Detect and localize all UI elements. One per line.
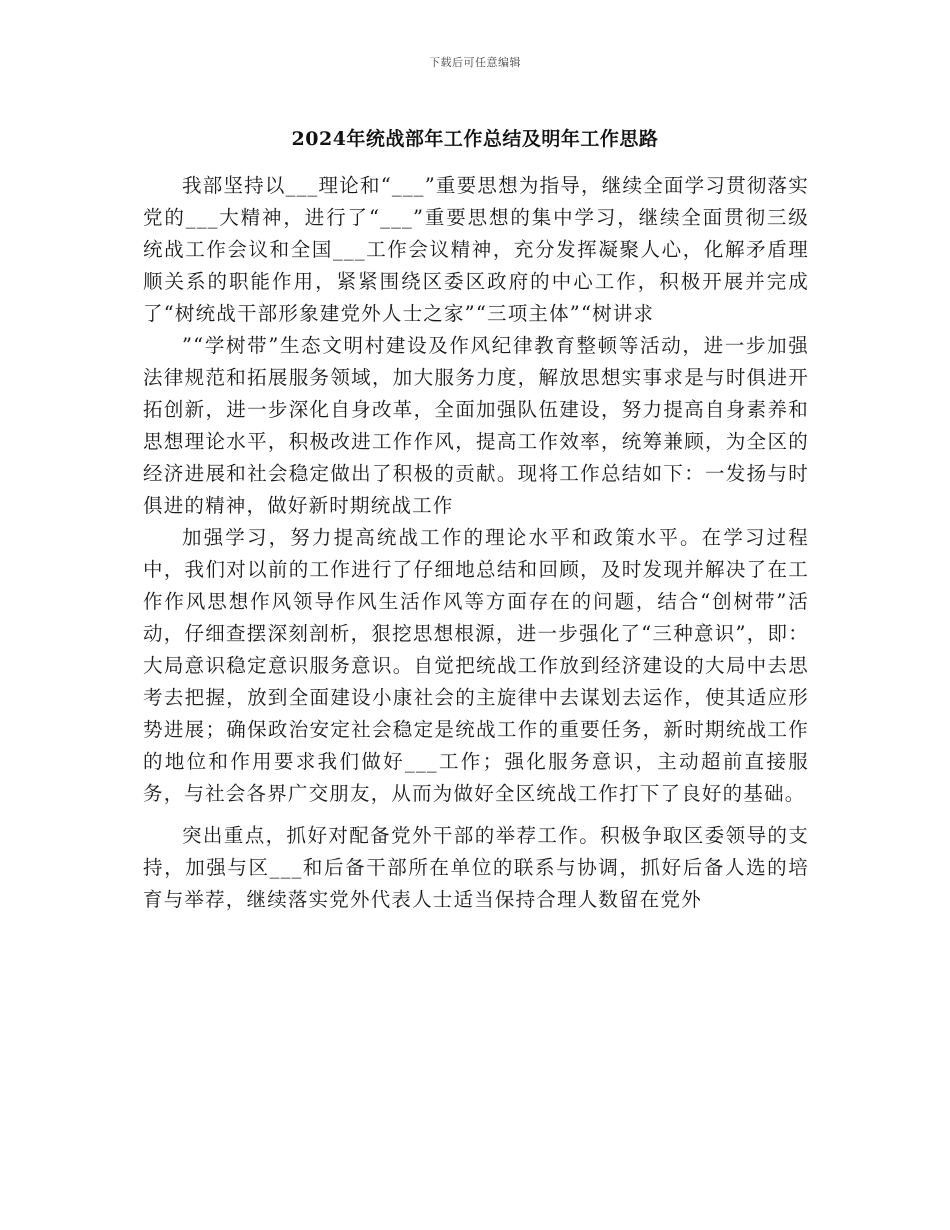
paragraph-study: 加强学习，努力提高统战工作的理论水平和政策水平。在学习过程中，我们对以前的工作进行了仔细地总结和回顾，及时发现并解决了在工作作风思想作风领导作风生活作风等方面存在的问题，结合“创树带”活动，仔细查摆深刻剖析，狠挖思想根源，进一步强化了“三种意识”，即：大局意识稳定意识服务意识。自觉把统战工作放到经济建设的大局中去思考去把握，放到全面建设小康社会的主旋律中去谋划去运作，使其适应形势进展；确保政治安定社会稳定是统战工作的重要任务，新时期统战工作的地位和作用要求我们做好___工作；强化服务意识，主动超前直接服务，与社会各界广交朋友，从而为做好全区统战工作打下了良好的基础。 xyxy=(143,526,809,805)
paragraph-activities: ”“学树带”生态文明村建设及作风纪律教育整顿等活动，进一步加强法律规范和拓展服务领域，加大服务力度，解放思想实事求是与时俱进开拓创新，进一步深化自身改革，全面加强队伍建设，努力提高自身素养和思想理论水平，积极改进工作作风，提高工作效率，统筹兼顾，为全区的经济进展和社会稳定做出了积极的贡献。现将工作总结如下：一发扬与时俱进的精神，做好新时期统战工作 xyxy=(143,334,809,517)
paragraph-cadre-recommendation: 突出重点，抓好对配备党外干部的举荐工作。积极争取区委领导的支持，加强与区___和后备干部所在单位的联系与协调，抓好后备人选的培育与举荐，继续落实党外代表人士适当保持合理人数留在党外 xyxy=(143,824,809,911)
paragraph-intro: 我部坚持以___理论和“___”重要思想为指导，继续全面学习贯彻落实党的___大精神，进行了“___”重要思想的集中学习，继续全面贯彻三级统战工作会议和全国___工作会议精神，充分发挥凝聚人心，化解矛盾理顺关系的职能作用，紧紧围绕区委区政府的中心工作，积极开展并完成了“树统战干部形象建党外人士之家”“三项主体”“树讲求 xyxy=(143,174,809,325)
page-header-note: 下载后可任意编辑 xyxy=(429,56,521,69)
document-body xyxy=(143,170,809,916)
document-title: 2024年统战部年工作总结及明年工作思路 xyxy=(291,128,659,150)
